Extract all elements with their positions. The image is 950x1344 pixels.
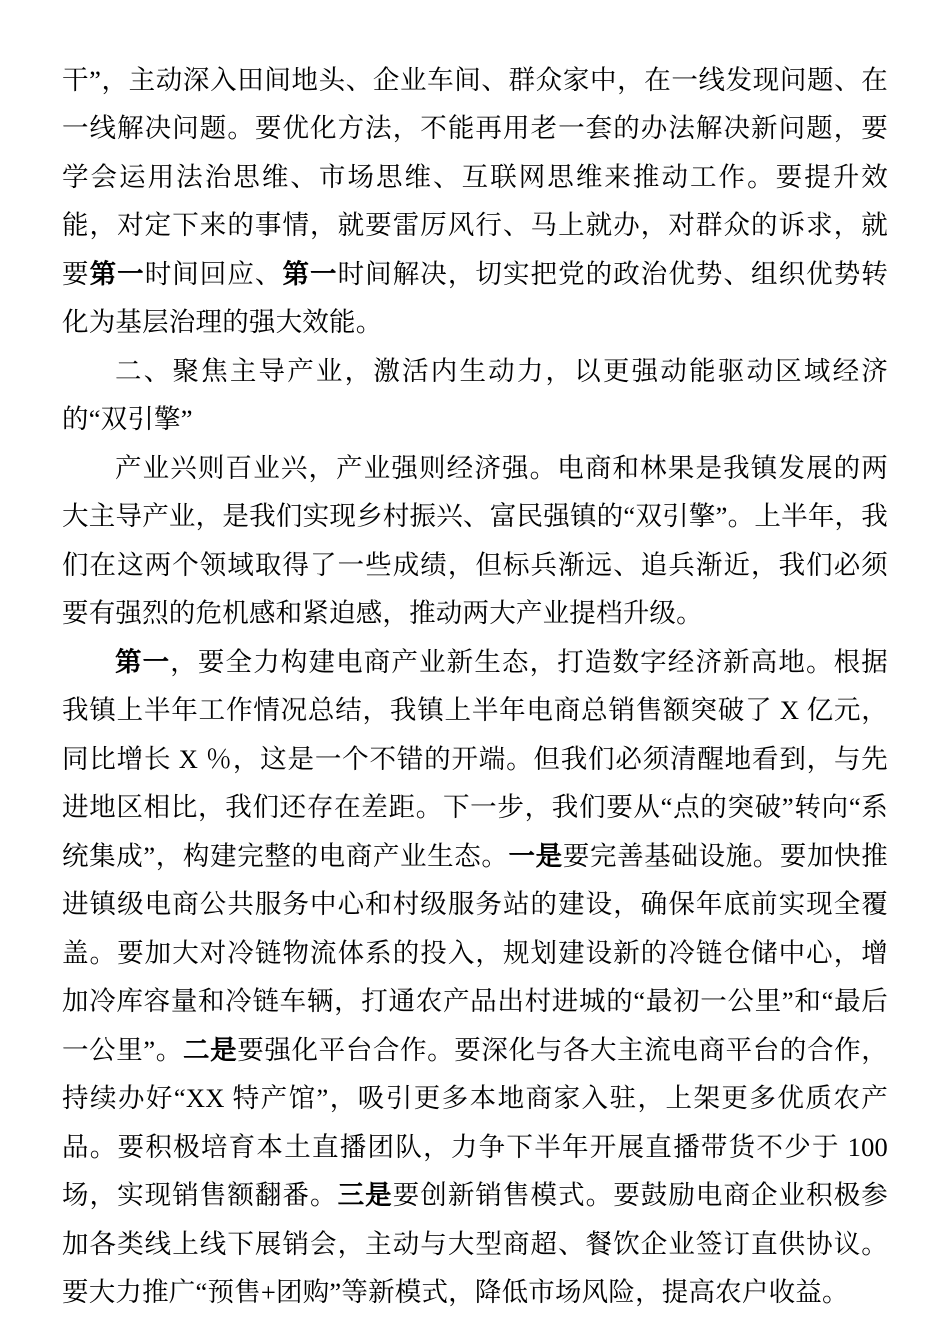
emphasis-text: 第一 [89,258,145,289]
body-text: 要创新销售模式。要鼓励电商企业积极参加各类线上线下展销会，主动与大型商超、餐饮企业签订直供协议。要大力推广“预售+团购”等新模式，降低市场风险，提高农户收益。 [62,1180,888,1308]
body-text: 干”，主动深入田间地头、企业车间、群众家中，在一线发现问题、在一线解决问题。要优化方法，不能再用老一套的办法解决新问题，要学会运用法治思维、市场思维、互联网思维来推动工作。要提升效能，对定下来的事情，就要雷厉风行、马上就办，对群众的诉求，就要 [62,65,888,289]
body-text: 时间解决，切实把党的政治优势、组织优势转化为基层治理的强大效能。 [62,258,888,338]
paragraph [62,56,888,347]
body-text: 要完善基础设施。要加快推进镇级电商公共服务中心和村级服务站的建设，确保年底前实现全覆盖。要加大对冷链物流体系的投入，规划建设新的冷链仓储中心，增加冷库容量和冷链车辆，打通农产品出村进城的“最初一公里”和“最后一公里”。 [62,840,889,1065]
body-text: ，要全力构建电商产业新生态，打造数字经济新高地。根据我镇上半年工作情况总结，我镇上半年电商总销售额突破了 X 亿元，同比增长 X ％，这是一个不错的开端。但我们必须清醒地看到，与先进地区相比，我们还存在差距。下一步，我们要从“点的突破”转向“系统集成”，构建完整的电商产业生态。 [62,646,888,871]
paragraph [62,638,888,1317]
body-text: 二、聚焦主导产业，激活内生动力，以更强动能驱动区域经济的“双引擎” [62,355,888,435]
paragraph [62,444,888,638]
emphasis-text: 第一 [115,646,171,677]
body-text: 要强化平台合作。要深化与各大主流电商平台的合作，持续办好“XX 特产馆”，吸引更多本地商家入驻，上架更多优质农产品。要积极培育本土直播团队，力争下半年开展直播带货不少于 100 场，实现销售额翻番。 [62,1034,888,1211]
emphasis-text: 二是 [182,1034,238,1065]
paragraph [62,347,888,444]
emphasis-text: 三是 [337,1180,393,1211]
body-text: 时间回应、 [144,258,283,289]
emphasis-text: 一是 [508,840,563,871]
body-text: 产业兴则百业兴，产业强则经济强。电商和林果是我镇发展的两大主导产业，是我们实现乡村振兴、富民强镇的“双引擎”。上半年，我们在这两个领域取得了一些成绩，但标兵渐远、追兵渐近，我们必须要有强烈的危机感和紧迫感，推动两大产业提档升级。 [62,452,888,629]
document-body [62,56,888,1317]
emphasis-text: 第一 [282,258,338,289]
